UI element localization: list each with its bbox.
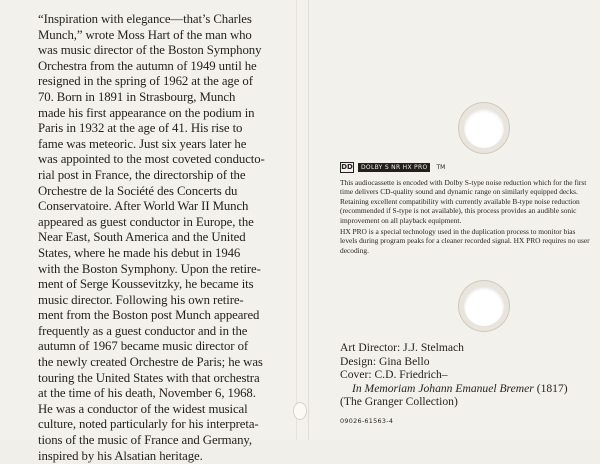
cover-artwork-title: In Memoriam Johann Emanuel Bremer xyxy=(352,381,534,395)
dolby-label: DOLBY S NR HX PRO xyxy=(358,163,430,172)
bio-line: inspired by his Alsatian heritage. xyxy=(38,448,203,463)
panel-fold xyxy=(308,0,310,440)
credits-block xyxy=(340,341,592,409)
bio-line: resigned in the spring of 1962 at the age of xyxy=(38,74,253,89)
bio-line: appeared as guest conductor in Europe, the xyxy=(38,214,254,229)
noise-reduction-notice xyxy=(340,178,592,257)
bio-line: touring the United States with that orchestra xyxy=(38,370,260,385)
bio-line: made his first appearance on the podium in xyxy=(38,105,255,120)
bio-line: ment of Serge Koussevitzky, he became its xyxy=(38,277,254,292)
bio-line: Orchestre de la Société des Concerts du xyxy=(38,183,238,198)
catalog-number: 09026-61563-4 xyxy=(340,417,394,425)
bio-line: culture, noted particularly for his interpreta- xyxy=(38,417,259,432)
bio-line: ment from the Boston post Munch appeared xyxy=(38,308,260,323)
bio-line: Paris in 1932 at the age of 41. His rise to xyxy=(38,121,243,136)
bio-line: “Inspiration with elegance—that’s Charles xyxy=(38,12,252,26)
technical-panel xyxy=(312,0,600,440)
bio-line: frequently as a guest conductor and in the xyxy=(38,323,248,338)
bio-line: Orchestra from the autumn of 1949 until he xyxy=(38,58,257,73)
cover-artwork-line xyxy=(340,382,592,396)
spindle-hole-top xyxy=(464,108,504,148)
cover-credit: Cover: C.D. Friedrich– xyxy=(340,368,448,382)
art-director-credit: Art Director: J.J. Stelmach xyxy=(340,341,464,354)
spindle-hole-bottom xyxy=(464,286,504,326)
bio-line: States, where he made his debut in 1946 xyxy=(38,245,241,260)
bio-line: rial post in France, the directorship of the xyxy=(38,167,246,182)
dolby-badge xyxy=(340,162,445,173)
bio-line: music director. Following his own retire- xyxy=(38,292,244,307)
dolby-s-paragraph: This audiocassette is encoded with Dolby S-type noise reduction which for the first time delivers CD-quality sound and dynamic range on similarly equipped decks. Retaining excellent compatibility with currently available B-type noise reduction (recommended if S-type is not available), this process provides an audible sonic improvement on all playback equipment. xyxy=(340,178,587,225)
bio-line: at the time of his death, November 6, 1968. xyxy=(38,386,256,401)
bio-line: the newly created Orchestre de Paris; he was xyxy=(38,355,263,370)
bio-line: was music director of the Boston Symphony xyxy=(38,43,262,58)
hx-pro-paragraph: HX PRO is a special technology used in the duplication process to monitor bias levels during program peaks for a cleaner recorded signal. HX PRO requires no user decoding. xyxy=(340,227,590,255)
bio-line: with the Boston Symphony. Upon the retire- xyxy=(38,261,261,276)
bio-line: autumn of 1967 became music director of xyxy=(38,339,249,354)
bio-line: Munch,” wrote Moss Hart of the man who xyxy=(38,27,252,42)
punch-hole xyxy=(293,402,307,420)
bio-line: He was a conductor of the widest musical xyxy=(38,401,248,416)
bio-line: was appointed to the most coveted conducto- xyxy=(38,152,265,167)
bio-line: Conservatoire. After World War II Munch xyxy=(38,199,249,214)
design-credit: Design: Gina Bello xyxy=(340,354,430,368)
bio-line: Near East, South America and the United xyxy=(38,230,246,245)
bio-line: 70. Born in 1891 in Strasbourg, Munch xyxy=(38,89,236,104)
dolby-double-d-icon: DD xyxy=(341,163,353,171)
cover-artwork-year: (1817) xyxy=(533,381,568,395)
collection-credit: (The Granger Collection) xyxy=(340,395,458,409)
trademark-mark: TM xyxy=(436,164,446,171)
bio-line: tions of the music of France and Germany, xyxy=(38,433,252,448)
biography-text xyxy=(38,12,300,464)
bio-line: fame was meteoric. Just six years later he xyxy=(38,136,247,151)
